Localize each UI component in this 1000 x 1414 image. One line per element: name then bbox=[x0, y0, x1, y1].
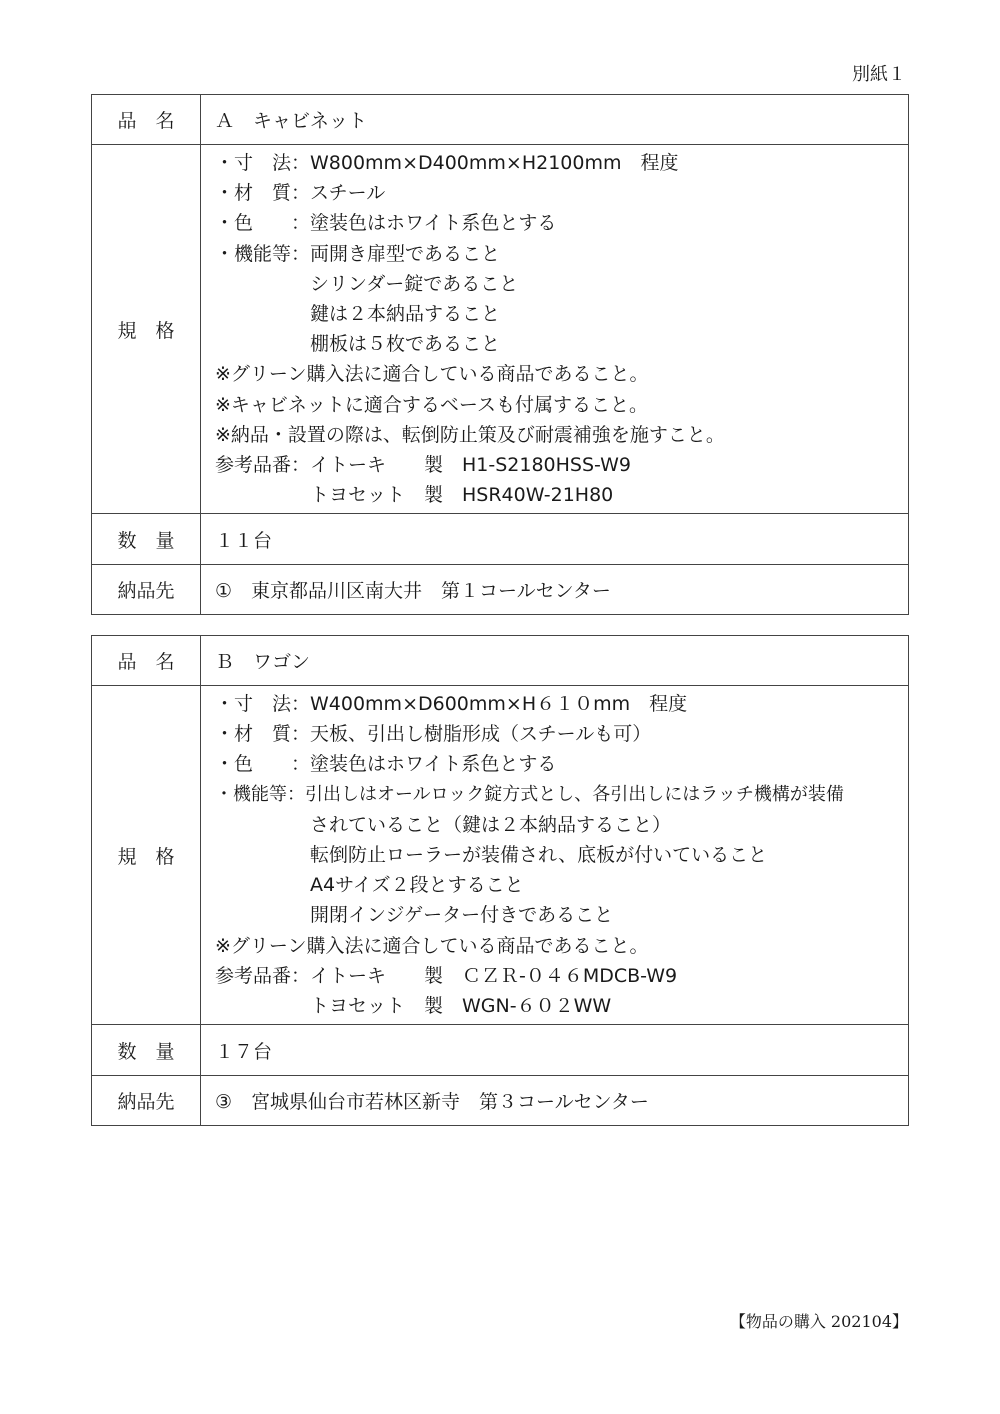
item-b-dest-row bbox=[92, 1076, 909, 1126]
item-b-spec-line: 開閉インジゲーター付きであること bbox=[215, 904, 614, 927]
item-b-dest: ③ 宮城県仙台市若林区新寺 第３コールセンター bbox=[201, 1076, 909, 1126]
item-a-spec-line: ・色 ：塗装色はホワイト系色とする bbox=[215, 212, 557, 235]
item-a-spec-line: ・寸 法：W800mm×D400mm×H2100mm 程度 bbox=[215, 152, 679, 174]
item-b-qty-header: 数 量 bbox=[92, 1025, 201, 1076]
item-a-name: Ａ キャビネット bbox=[201, 95, 909, 145]
item-b-spec-line: ・機能等：引出しはオールロック錠方式とし、各引出しにはラッチ機構が装備 bbox=[215, 783, 844, 805]
item-a-spec-line: ・機能等：両開き扉型であること bbox=[215, 242, 501, 265]
item-b-spec-table bbox=[91, 635, 909, 1126]
item-b-spec-line: トヨセット 製 WGN-６０２WW bbox=[215, 994, 612, 1017]
document-footer: 【物品の購入 202104】 bbox=[729, 1312, 908, 1331]
item-a-spec-line: 鍵は２本納品すること bbox=[215, 302, 501, 325]
item-a-spec-line: 参考品番：イトーキ 製 H1-S2180HSS-W9 bbox=[215, 453, 632, 476]
item-b-name: Ｂ ワゴン bbox=[201, 636, 909, 686]
item-b-spec-row bbox=[92, 686, 909, 1025]
attachment-label: 別紙１ bbox=[852, 64, 906, 85]
item-a-spec-line: ※納品・設置の際は、転倒防止策及び耐震補強を施すこと。 bbox=[215, 423, 725, 446]
item-a-spec-line: シリンダー錠であること bbox=[215, 272, 519, 295]
item-b-spec-line: 参考品番：イトーキ 製 ＣＺＲ-０４６MDCB-W9 bbox=[215, 964, 678, 987]
item-a-qty-row bbox=[92, 514, 909, 565]
item-a-spec-line: 棚板は５枚であること bbox=[215, 333, 501, 356]
item-a-name-header: 品 名 bbox=[92, 95, 201, 145]
item-a-spec-row bbox=[92, 145, 909, 514]
item-a-spec-line: ・材 質：スチール bbox=[215, 182, 386, 205]
item-b-name-header: 品 名 bbox=[92, 636, 201, 686]
item-a-name-row bbox=[92, 95, 909, 145]
item-a-spec-line: トヨセット 製 HSR40W-21H80 bbox=[215, 484, 614, 507]
item-a-dest-row bbox=[92, 565, 909, 615]
item-b-spec-line: 転倒防止ローラーが装備され、底板が付いていること bbox=[215, 843, 768, 866]
item-a-dest: ① 東京都品川区南大井 第１コールセンター bbox=[201, 565, 909, 615]
item-b-qty-row bbox=[92, 1025, 909, 1076]
item-b-spec-line: ※グリーン購入法に適合している商品であること。 bbox=[215, 934, 649, 957]
item-b-qty: １７台 bbox=[201, 1025, 909, 1076]
item-a-qty-header: 数 量 bbox=[92, 514, 201, 565]
item-b-spec-line: ・寸 法：W400mm×D600mm×H６１０mm 程度 bbox=[215, 693, 688, 715]
item-b-spec-line: ・材 質：天板、引出し樹脂形成（スチールも可） bbox=[215, 723, 652, 746]
item-b-spec-line: されていること（鍵は２本納品すること） bbox=[215, 813, 672, 836]
item-b-name-row bbox=[92, 636, 909, 686]
item-a-qty: １１台 bbox=[201, 514, 909, 565]
item-a-spec-cell bbox=[201, 145, 909, 514]
item-b-spec-header: 規 格 bbox=[92, 686, 201, 1025]
item-a-spec-header: 規 格 bbox=[92, 145, 201, 514]
item-b-dest-header: 納品先 bbox=[92, 1076, 201, 1126]
item-b-spec-line: ・色 ：塗装色はホワイト系色とする bbox=[215, 753, 557, 776]
item-b-spec-line: A4サイズ２段とすること bbox=[215, 874, 524, 897]
item-a-dest-header: 納品先 bbox=[92, 565, 201, 615]
item-a-spec-line: ※キャビネットに適合するベースも付属すること。 bbox=[215, 393, 648, 416]
item-a-spec-line: ※グリーン購入法に適合している商品であること。 bbox=[215, 363, 649, 386]
item-b-spec-cell bbox=[201, 686, 909, 1025]
item-a-spec-table bbox=[91, 94, 909, 615]
